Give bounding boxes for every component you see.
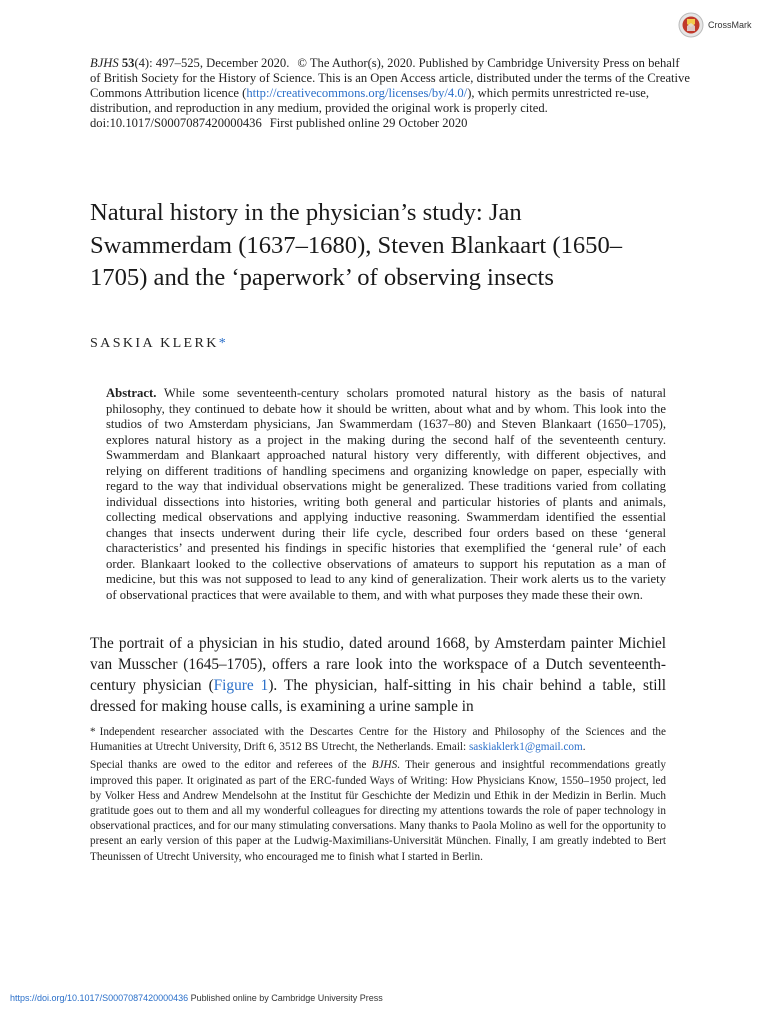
affiliation-text: Independent researcher associated with the Descartes Centre for the History and Philosophy of the Sciences and the Humanities at Utrecht University, Drift 6, 3512 BS Utrecht, the Netherlands. Email: bbox=[90, 726, 666, 754]
issue-pages: (4): 497–525, December 2020. bbox=[134, 56, 290, 70]
thanks-journal: BJHS bbox=[371, 759, 398, 772]
abstract bbox=[106, 386, 666, 603]
author-footnote-link[interactable]: * bbox=[218, 336, 226, 351]
footnotes bbox=[90, 725, 666, 868]
crossmark-badge[interactable] bbox=[678, 12, 752, 38]
licence-after: ), which permits unrestricted re-use, distribution, and reproduction in any medium, provided the original work is properly cited. bbox=[90, 86, 650, 115]
footnote-mark: * bbox=[90, 726, 96, 738]
body-paragraph bbox=[90, 633, 666, 717]
body-text-end: ). The physician, half-sitting in his chair behind a table, still dressed for making house calls, is examining a urine sample in bbox=[90, 677, 666, 715]
author-name: SASKIA KLERK bbox=[90, 336, 219, 351]
thanks-text: . Their generous and insightful recommendations greatly improved this paper. It originated as part of the ERC-funded Ways of Writing: How Physicians Know, 1550–1950 project, led by Volker Hess and Andrew Mendelsohn at the Institut für Geschichte der Medizin und Ethik in der Medizin in Berlin. Much gratitude goes out to them and all my wonderful colleagues for directing my attentions towards the role of paper technology in observational practices, and for our many stimulating conversations. Many thanks to Paola Molino as well for the opportunity to present an early version of this paper at the Ludwig-Maximilians-Universität München. Finally, I am greatly indebted to Bert Theunissen of Utrecht University, who encouraged me to finish what I started in Berlin. bbox=[90, 759, 667, 863]
journal-abbrev: BJHS bbox=[90, 56, 119, 70]
article-doi: doi:10.1017/S0007087420000436 bbox=[90, 116, 262, 130]
body-text-start: The portrait of a physician in his studio, dated around 1668, by Amsterdam painter Michiel van Musscher (1645–1705), offers a rare look into the workspace of a Dutch seventeenth-century physician ( bbox=[90, 635, 666, 694]
copyright-text: © The Author(s), 2020. Published by Cambridge University Press on behalf of British Society for the History of Science. This is an Open Access article, distributed under the terms of the Creative Commons Attribution licence ( bbox=[90, 56, 690, 100]
journal-volume: 53 bbox=[121, 56, 135, 70]
affiliation-end: . bbox=[582, 741, 586, 754]
thanks-start: Special thanks are owed to the editor and referees of the bbox=[90, 759, 367, 772]
first-published: First published online 29 October 2020 bbox=[269, 116, 468, 130]
abstract-label: Abstract. bbox=[106, 386, 157, 400]
figure-1-link[interactable]: Figure 1 bbox=[213, 677, 269, 694]
footnote-affiliation bbox=[90, 725, 666, 755]
footnote-acknowledgements bbox=[90, 758, 666, 864]
doi-footer-link[interactable]: https://doi.org/10.1017/S0007087420000436 bbox=[10, 993, 189, 1003]
abstract-text: While some seventeenth-century scholars promoted natural history as the basis of natural philosophy, they continued to debate how it should be written, about what and by whom. This look into the studios of two Amsterdam physicians, Jan Swammerdam (1637–80) and Steven Blankaart (1650–1705), explores natural history as a project in the making during the second half of the seventeenth century. Swammerdam and Blankaart approached natural history very differently, with different objectives, and relying on different traditions of handling specimens and organizing knowledge on paper, especially with regard to the way that individual observations might be generalized. These traditions varied from collating individual dissections into histories, writing both general and particular histories of plants and animals, collecting medical observations and applying inductive reasoning. Swammerdam identified the essential changes that insects underwent during their life cycle, described four orders based on these ‘general characteristics’ and presented his findings in specific histories that exemplified the ‘general rule’ of each order. Blankaart looked to the collective observations of amateurs to support his reputation as a man of medicine, but this was not supposed to lead to any kind of generalization. Their work alerts us to the variety of observational practices that were available to them, and with what purposes they made these their own. bbox=[106, 386, 666, 602]
author-line bbox=[90, 336, 226, 352]
citation-block bbox=[90, 56, 690, 131]
crossmark-icon bbox=[678, 12, 704, 38]
crossmark-label: CrossMark bbox=[708, 20, 752, 30]
email-link[interactable]: saskiaklerk1@gmail.com bbox=[468, 741, 583, 754]
doi-footer bbox=[10, 993, 383, 1003]
published-by: Published online by Cambridge University Press bbox=[190, 993, 383, 1003]
article-title: Natural history in the physician’s study: Jan Swammerdam (1637–1680), Steven Blankaart (1650–1705) and the ‘paperwork’ of observing insects bbox=[90, 199, 623, 291]
licence-link[interactable]: http://creativecommons.org/licenses/by/4.0/ bbox=[246, 86, 468, 100]
